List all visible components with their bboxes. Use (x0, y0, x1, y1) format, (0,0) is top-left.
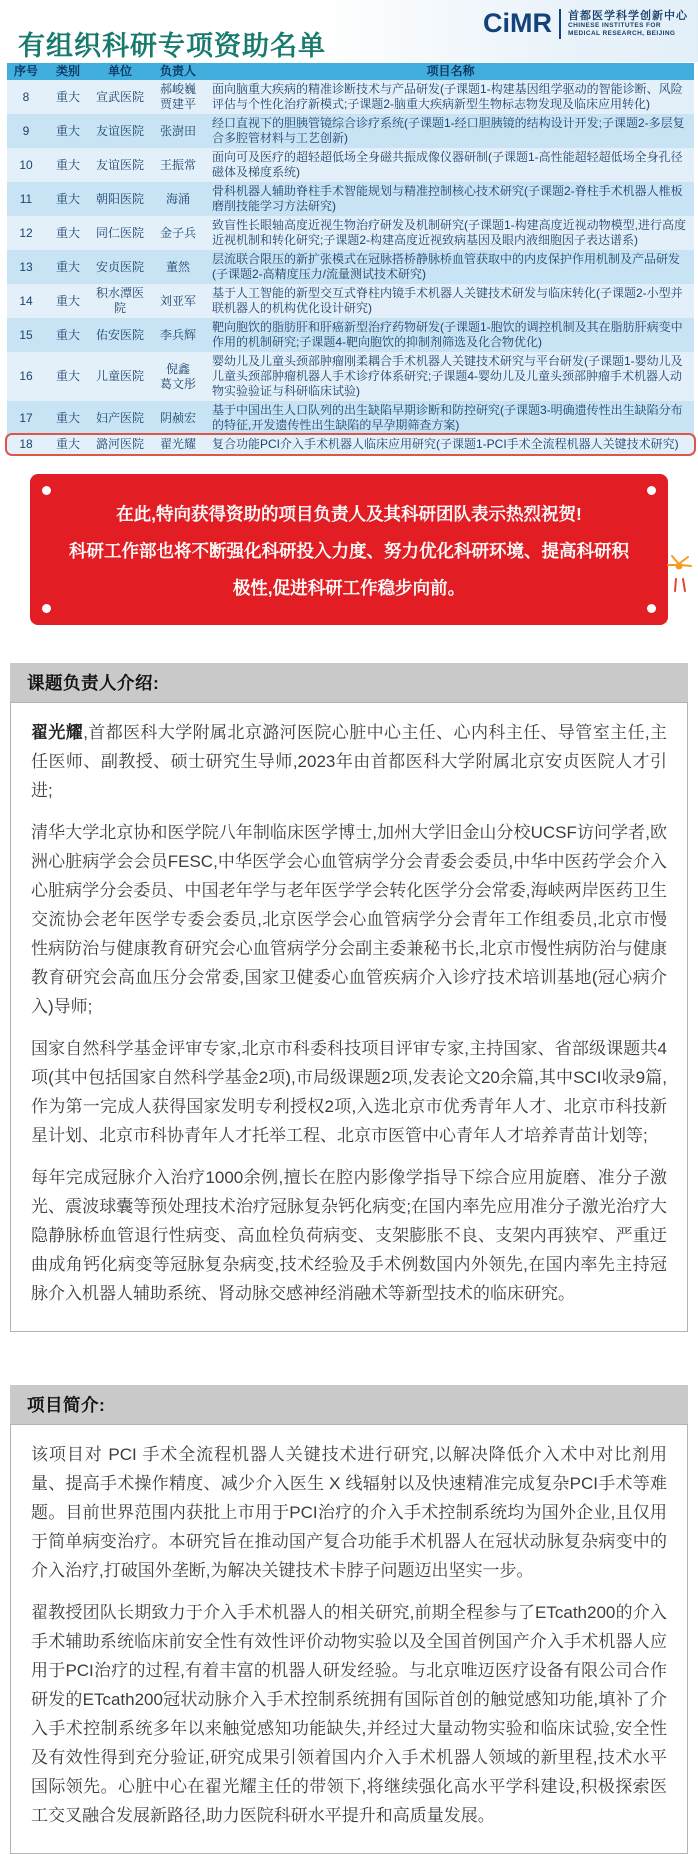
cell-col-project: 基于中国出生人口队列的出生缺陷早期诊断和防控研究(子课题3-明确遗传性出生缺陷分布的特征,开发遗传性出生缺陷的早孕期筛查方案) (212, 403, 683, 432)
cell-col-leader (149, 122, 207, 141)
cell-col-unit: 友谊医院 (95, 123, 144, 138)
cell-col-cat: 重大 (55, 157, 80, 172)
leader-name: 翟光耀 (31, 723, 84, 742)
cell-col-unit: 友谊医院 (95, 157, 144, 172)
header-col-unit: 单位 (107, 64, 132, 78)
banner-corner-dot (647, 604, 656, 613)
project-section-box (10, 1424, 688, 1854)
spacer (0, 1332, 698, 1385)
banner-line2: 科研工作部也将不断强化科研投入力度、努力优化科研环境、提高科研积极性,促进科研工作稳步向前。 (69, 541, 629, 598)
header-col-leader: 负责人 (159, 64, 196, 78)
project-paragraph-2: 翟教授团队长期致力于介入手术机器人的相关研究,前期全程参与了ETcath200的介入手术辅助系统临床前安全性有效性评价动物实验以及全国首例国产介入手术机器人应用于PCI治疗的过程,有着丰富的机器人研发经验。与北京唯迈医疗设备有限公司合作研发的ETcath200冠状动脉介入手术控制系统拥有国际首创的触觉感知功能,填补了介入手术控制系统多年以来触觉感知功能缺失,并经过大量动物实验和临床试验,安全性及有效性得到充分验证,研究成果引领着国内介入手术机器人领域的新里程,技术水平国际领先。心脏中心在翟光耀主任的带领下,将继续强化高水平学科建设,积极探索医工交叉融合发展新路径,助力医院科研水平提升和高质量发展。 (31, 1603, 667, 1825)
cell-col-project: 婴幼儿及儿童头颈部肿瘤刚柔耦合手术机器人关键技术研究与平台研发(子课题1-婴幼儿及儿童头颈部肿瘤机器人手术诊疗体系研究;子课题4-婴幼儿及儿童头颈部肿瘤手术机器人动物实验验证与科研临床试验) (212, 354, 683, 398)
leader-name-line: 董然 (165, 259, 190, 274)
cell-col-no: 8 (22, 89, 30, 104)
table-row (7, 148, 694, 182)
logo-en-line1: CHINESE INSTITUTES FOR (568, 22, 661, 30)
leader-name-line: 贾建平 (159, 97, 196, 111)
cell-col-cat: 重大 (55, 327, 80, 342)
cimr-logo-mark: CiMR (483, 8, 552, 38)
project-section-heading: 项目简介: (10, 1385, 688, 1424)
cell-col-unit: 佑安医院 (95, 327, 144, 342)
cell-col-cat: 重大 (55, 437, 80, 451)
logo-cn-name: 首都医学科学创新中心 (568, 8, 688, 22)
cell-col-no: 10 (19, 157, 33, 172)
funding-table (7, 63, 694, 454)
cell-col-no: 16 (19, 369, 33, 383)
cell-col-unit: 同仁医院 (95, 225, 144, 240)
cell-col-leader (149, 326, 207, 345)
cell-col-unit: 积水潭医院 (95, 286, 144, 315)
cell-col-leader (149, 360, 207, 394)
spacer (0, 625, 698, 663)
cell-col-no: 12 (19, 225, 33, 240)
cell-col-cat: 重大 (55, 123, 80, 138)
leader-name-line: 郝峻巍 (159, 82, 196, 96)
cell-col-leader (149, 292, 207, 311)
cell-col-leader (149, 258, 207, 277)
cell-col-project: 靶向胞饮的脂肪肝和肝癌新型治疗药物研发(子课题1-胞饮的调控机制及其在脂肪肝病变中作用的机制研究;子课题4-靶向胞饮的抑制剂筛选及化合物优化) (212, 320, 683, 349)
table-row (7, 182, 694, 216)
leader-paragraph-1-rest: ,首都医科大学附属北京潞河医院心脏中心主任、心内科主任、导管室主任,主任医师、副教授、硕士研究生导师,2023年由首都医科大学附属北京安贞医院人才引进; (31, 723, 667, 800)
cell-col-unit: 朝阳医院 (95, 191, 144, 206)
cell-col-no: 9 (22, 123, 30, 138)
page-title: 有组织科研专项资助名单 (18, 31, 326, 61)
leader-name-line: 李兵辉 (159, 327, 196, 342)
leader-name-line: 葛文彤 (159, 376, 196, 391)
logo-en-line2: MEDICAL RESEARCH, BEIJING (568, 29, 676, 37)
page-header (0, 0, 698, 62)
table-row (7, 401, 694, 435)
cell-col-no: 18 (19, 437, 33, 451)
table-row (7, 114, 694, 148)
table-row (7, 352, 694, 401)
cell-col-cat: 重大 (55, 259, 80, 274)
cell-col-leader (149, 409, 207, 428)
table-row (7, 284, 694, 318)
table-row-highlighted (7, 435, 694, 454)
header-col-project: 项目名称 (426, 64, 475, 78)
firework-icon (664, 553, 694, 595)
cell-col-cat: 重大 (55, 293, 80, 308)
project-paragraph-1: 该项目对 PCI 手术全流程机器人关键技术进行研究,以解决降低介入术中对比剂用量、提高手术操作精度、减少介入医生 X 线辐射以及快速精准完成复杂PCI手术等难题。目前世界范围内获批上市用于PCI治疗的介入手术控制系统均为国外企业,且仅用于简单病变治疗。本研究旨在推动国产复合功能手术机器人在冠状动脉复杂病变中的介入治疗,打破国外垄断,为解决关键技术卡脖子问题迈出坚实一步。 (31, 1445, 667, 1580)
cell-col-cat: 重大 (55, 191, 80, 206)
leader-name-line: 王振常 (159, 157, 196, 172)
leader-section-box (10, 702, 688, 1332)
cell-col-no: 13 (19, 259, 33, 274)
banner-corner-dot (42, 486, 51, 495)
table-row (7, 80, 694, 114)
banner-corner-dot (42, 604, 51, 613)
cell-col-cat: 重大 (55, 89, 80, 104)
cell-col-cat: 重大 (55, 369, 80, 383)
cell-col-leader (149, 224, 207, 243)
leader-name-line: 倪鑫 (165, 361, 190, 376)
cell-col-project: 骨科机器人辅助脊柱手术智能规划与精准控制核心技术研究(子课题2-脊柱手术机器人椎板磨削技能学习方法研究) (212, 184, 683, 213)
logo-divider (559, 9, 561, 39)
table-row (7, 318, 694, 352)
cell-col-project: 致盲性长眼轴高度近视生物治疗研发及机制研究(子课题1-构建高度近视动物模型,进行高度近视机制和转化研究;子课题2-构建高度近视致病基因及眼内液细胞因子表达谱系) (212, 218, 687, 247)
cimr-logo (483, 8, 688, 39)
leader-name-line: 金子兵 (159, 225, 196, 240)
cell-col-project: 面向可及医疗的超轻超低场全身磁共振成像仪器研制(子课题1-高性能超轻超低场全身孔径磁体及梯度系统) (212, 150, 683, 179)
cell-col-unit: 妇产医院 (95, 410, 144, 425)
cell-col-unit: 宣武医院 (95, 89, 144, 104)
cell-col-cat: 重大 (55, 225, 80, 240)
cell-col-unit: 潞河医院 (95, 437, 144, 451)
cell-col-leader (149, 435, 207, 454)
table-row (7, 250, 694, 284)
cell-col-no: 15 (19, 327, 33, 342)
cell-col-project: 层流联合限压的新扩张模式在冠脉搭桥静脉桥血管获取中的内皮保护作用机制及产品研发(子课题2-高精度压力/流量测试技术研究) (212, 252, 681, 281)
leader-paragraph-3: 国家自然科学基金评审专家,北京市科委科技项目评审专家,主持国家、省部级课题共4项(其中包括国家自然科学基金2项),市局级课题2项,发表论文20余篇,其中SCI收录9篇,作为第一完成人获得国家发明专利授权2项,入选北京市优秀青年人才、北京市科技新星计划、北京市科协青年人才托举工程、北京市医管中心青年人才培养青苗计划等; (31, 1039, 667, 1145)
header-col-cat: 类别 (55, 64, 80, 78)
table-row (7, 216, 694, 250)
cell-col-cat: 重大 (55, 410, 80, 425)
cell-col-leader (149, 80, 207, 114)
leader-name-line: 海涌 (165, 191, 190, 206)
cell-col-unit: 儿童医院 (95, 369, 144, 383)
leader-paragraph-1 (31, 718, 667, 805)
cell-col-leader (149, 156, 207, 175)
cell-col-no: 11 (19, 191, 33, 206)
cell-col-unit: 安贞医院 (95, 259, 144, 274)
cell-col-no: 14 (19, 293, 33, 308)
leader-paragraph-4: 每年完成冠脉介入治疗1000余例,擅长在腔内影像学指导下综合应用旋磨、准分子激光、震波球囊等预处理技术治疗冠脉复杂钙化病变;在国内率先应用准分子激光治疗大隐静脉桥血管退行性病变、高血栓负荷病变、支架膨胀不良、支架内再狭窄、严重迂曲成角钙化病变等冠脉复杂病变,技术经验及手术例数国内外领先,在国内率先主持冠脉介入机器人辅助系统、肾动脉交感神经消融术等新型技术的临床研究。 (31, 1168, 667, 1303)
banner-corner-dot (647, 486, 656, 495)
table-header-row (7, 63, 694, 80)
cell-col-project: 复合功能PCI介入手术机器人临床应用研究(子课题1-PCI手术全流程机器人关键技术研究) (212, 437, 679, 451)
leader-section-heading: 课题负责人介绍: (10, 663, 688, 702)
header-col-no: 序号 (13, 64, 38, 78)
cell-col-project: 面向脑重大疾病的精准诊断技术与产品研发(子课题1-构建基因组学驱动的智能诊断、风险评估与个性化治疗新模式;子课题2-脑重大疾病新型生物标志物发现及临床应用转化) (212, 82, 683, 111)
leader-name-line: 阴赪宏 (159, 410, 196, 425)
congrats-banner (30, 474, 668, 625)
cell-col-leader (149, 190, 207, 209)
leader-name-line: 张澍田 (159, 123, 196, 138)
leader-name-line: 翟光耀 (159, 437, 196, 451)
leader-name-line: 刘亚军 (159, 293, 196, 308)
banner-line1: 在此,特向获得资助的项目负责人及其科研团队表示热烈祝贺! (116, 504, 582, 524)
cell-col-no: 17 (19, 410, 33, 425)
cell-col-project: 基于人工智能的新型交互式脊柱内镜手术机器人关键技术研发与临床转化(子课题2-小型并联机器人的机构优化设计研究) (212, 286, 683, 315)
cell-col-project: 经口直视下的胆胰管镜综合诊疗系统(子课题1-经口胆胰镜的结构设计开发;子课题2-多层复合多腔管材料与工艺创新) (212, 116, 685, 145)
leader-paragraph-2: 清华大学北京协和医学院八年制临床医学博士,加州大学旧金山分校UCSF访问学者,欧洲心脏病学会会员FESC,中华医学会心血管病学分会青委会委员,中华中医药学会介入心脏病学分会委员、中国老年学与老年医学学会转化医学分会常委,海峡两岸医药卫生交流协会老年医学专委会委员,北京医学会心血管病学分会青年工作组委员,北京市慢性病防治与健康教育研究会心血管病学分会副主委兼秘书长,北京市慢性病防治与健康教育研究会高血压分会常委,国家卫健委心血管疾病介入诊疗技术培训基地(冠心病介入)导师; (31, 823, 667, 1016)
